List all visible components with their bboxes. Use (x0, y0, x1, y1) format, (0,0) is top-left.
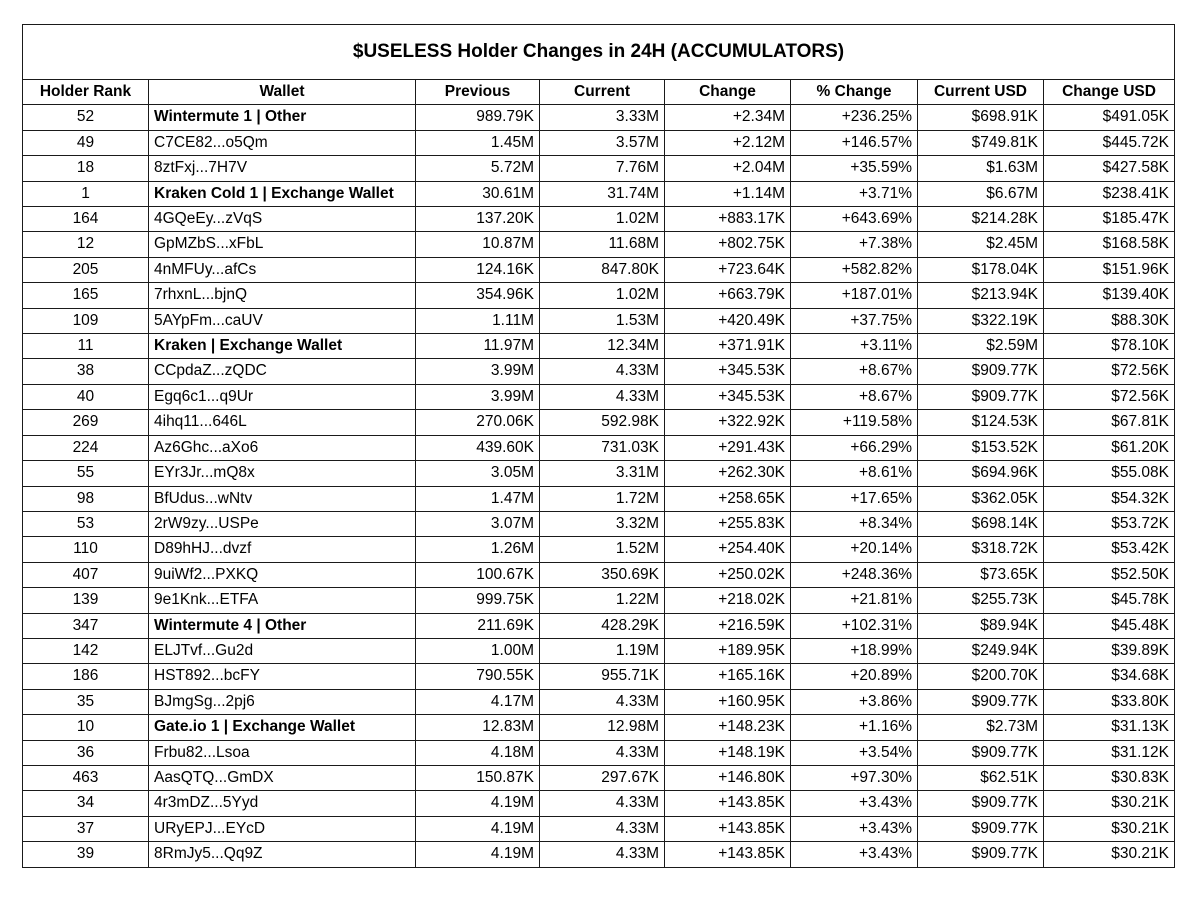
current-cell: 1.02M (540, 283, 665, 308)
holder-rank-cell: 53 (23, 511, 149, 536)
percent-change-cell: +3.86% (791, 689, 918, 714)
column-header-current: Current (540, 80, 665, 105)
change-usd-cell: $53.42K (1044, 537, 1175, 562)
current-usd-cell: $909.77K (918, 791, 1044, 816)
current-usd-cell: $322.19K (918, 308, 1044, 333)
percent-change-cell: +8.61% (791, 461, 918, 486)
change-cell: +258.65K (665, 486, 791, 511)
previous-cell: 999.75K (416, 588, 540, 613)
holder-rank-cell: 36 (23, 740, 149, 765)
current-cell: 7.76M (540, 156, 665, 181)
previous-cell: 4.17M (416, 689, 540, 714)
holder-rank-cell: 34 (23, 791, 149, 816)
previous-cell: 11.97M (416, 334, 540, 359)
current-usd-cell: $909.77K (918, 384, 1044, 409)
holder-rank-cell: 10 (23, 715, 149, 740)
previous-cell: 1.26M (416, 537, 540, 562)
previous-cell: 150.87K (416, 765, 540, 790)
current-cell: 3.32M (540, 511, 665, 536)
current-cell: 592.98K (540, 410, 665, 435)
change-usd-cell: $185.47K (1044, 207, 1175, 232)
change-usd-cell: $52.50K (1044, 562, 1175, 587)
change-usd-cell: $33.80K (1044, 689, 1175, 714)
change-usd-cell: $30.21K (1044, 791, 1175, 816)
percent-change-cell: +146.57% (791, 130, 918, 155)
table-row (23, 384, 1175, 409)
change-usd-cell: $30.21K (1044, 842, 1175, 867)
wallet-cell: Kraken Cold 1 | Exchange Wallet (149, 181, 416, 206)
column-header-current-usd: Current USD (918, 80, 1044, 105)
change-cell: +322.92K (665, 410, 791, 435)
table-row (23, 410, 1175, 435)
change-cell: +189.95K (665, 638, 791, 663)
current-cell: 4.33M (540, 384, 665, 409)
previous-cell: 4.19M (416, 791, 540, 816)
table-row (23, 257, 1175, 282)
holder-rank-cell: 110 (23, 537, 149, 562)
wallet-cell: 4nMFUy...afCs (149, 257, 416, 282)
current-cell: 12.34M (540, 334, 665, 359)
change-cell: +1.14M (665, 181, 791, 206)
previous-cell: 12.83M (416, 715, 540, 740)
holder-rank-cell: 109 (23, 308, 149, 333)
percent-change-cell: +97.30% (791, 765, 918, 790)
current-cell: 3.57M (540, 130, 665, 155)
holder-rank-cell: 11 (23, 334, 149, 359)
change-usd-cell: $78.10K (1044, 334, 1175, 359)
current-usd-cell: $909.77K (918, 842, 1044, 867)
change-usd-cell: $30.83K (1044, 765, 1175, 790)
current-usd-cell: $73.65K (918, 562, 1044, 587)
previous-cell: 4.18M (416, 740, 540, 765)
holder-rank-cell: 98 (23, 486, 149, 511)
previous-cell: 3.05M (416, 461, 540, 486)
previous-cell: 4.19M (416, 816, 540, 841)
wallet-cell: 8ztFxj...7H7V (149, 156, 416, 181)
table-row (23, 588, 1175, 613)
previous-cell: 211.69K (416, 613, 540, 638)
change-usd-cell: $31.13K (1044, 715, 1175, 740)
holder-rank-cell: 38 (23, 359, 149, 384)
change-cell: +160.95K (665, 689, 791, 714)
table-row (23, 308, 1175, 333)
wallet-cell: EYr3Jr...mQ8x (149, 461, 416, 486)
previous-cell: 100.67K (416, 562, 540, 587)
holder-rank-cell: 55 (23, 461, 149, 486)
holder-rank-cell: 39 (23, 842, 149, 867)
change-usd-cell: $31.12K (1044, 740, 1175, 765)
current-cell: 297.67K (540, 765, 665, 790)
change-usd-cell: $491.05K (1044, 105, 1175, 130)
change-usd-cell: $238.41K (1044, 181, 1175, 206)
current-usd-cell: $153.52K (918, 435, 1044, 460)
percent-change-cell: +119.58% (791, 410, 918, 435)
current-cell: 1.22M (540, 588, 665, 613)
holder-rank-cell: 35 (23, 689, 149, 714)
percent-change-cell: +7.38% (791, 232, 918, 257)
change-usd-cell: $88.30K (1044, 308, 1175, 333)
percent-change-cell: +35.59% (791, 156, 918, 181)
previous-cell: 989.79K (416, 105, 540, 130)
change-usd-cell: $151.96K (1044, 257, 1175, 282)
percent-change-cell: +3.11% (791, 334, 918, 359)
wallet-cell: D89hHJ...dvzf (149, 537, 416, 562)
percent-change-cell: +18.99% (791, 638, 918, 663)
change-usd-cell: $168.58K (1044, 232, 1175, 257)
percent-change-cell: +187.01% (791, 283, 918, 308)
current-cell: 1.52M (540, 537, 665, 562)
current-usd-cell: $749.81K (918, 130, 1044, 155)
table-row (23, 816, 1175, 841)
wallet-cell: Egq6c1...q9Ur (149, 384, 416, 409)
wallet-cell: AasQTQ...GmDX (149, 765, 416, 790)
holder-rank-cell: 139 (23, 588, 149, 613)
change-cell: +165.16K (665, 664, 791, 689)
table-row (23, 232, 1175, 257)
previous-cell: 137.20K (416, 207, 540, 232)
current-usd-cell: $909.77K (918, 740, 1044, 765)
wallet-cell: BJmgSg...2pj6 (149, 689, 416, 714)
percent-change-cell: +20.14% (791, 537, 918, 562)
table-row (23, 562, 1175, 587)
previous-cell: 3.99M (416, 384, 540, 409)
current-usd-cell: $62.51K (918, 765, 1044, 790)
percent-change-cell: +21.81% (791, 588, 918, 613)
current-usd-cell: $2.73M (918, 715, 1044, 740)
wallet-cell: 7rhxnL...bjnQ (149, 283, 416, 308)
wallet-cell: 4ihq11...646L (149, 410, 416, 435)
change-cell: +218.02K (665, 588, 791, 613)
wallet-cell: 4r3mDZ...5Yyd (149, 791, 416, 816)
current-cell: 4.33M (540, 842, 665, 867)
change-usd-cell: $30.21K (1044, 816, 1175, 841)
table-row (23, 613, 1175, 638)
table-row (23, 359, 1175, 384)
table-row (23, 461, 1175, 486)
previous-cell: 270.06K (416, 410, 540, 435)
change-cell: +216.59K (665, 613, 791, 638)
wallet-cell: CCpdaZ...zQDC (149, 359, 416, 384)
change-usd-cell: $61.20K (1044, 435, 1175, 460)
wallet-cell: Wintermute 4 | Other (149, 613, 416, 638)
percent-change-cell: +8.67% (791, 359, 918, 384)
table-row (23, 156, 1175, 181)
current-cell: 3.33M (540, 105, 665, 130)
percent-change-cell: +3.43% (791, 791, 918, 816)
change-usd-cell: $34.68K (1044, 664, 1175, 689)
holder-rank-cell: 37 (23, 816, 149, 841)
holder-changes-sheet (22, 24, 1174, 868)
change-cell: +143.85K (665, 791, 791, 816)
table-row (23, 207, 1175, 232)
column-header-change: Change (665, 80, 791, 105)
current-cell: 4.33M (540, 359, 665, 384)
current-cell: 1.53M (540, 308, 665, 333)
wallet-cell: C7CE82...o5Qm (149, 130, 416, 155)
table-body (23, 105, 1175, 867)
column-header-wallet: Wallet (149, 80, 416, 105)
percent-change-cell: +102.31% (791, 613, 918, 638)
change-usd-cell: $55.08K (1044, 461, 1175, 486)
change-usd-cell: $67.81K (1044, 410, 1175, 435)
wallet-cell: Wintermute 1 | Other (149, 105, 416, 130)
wallet-cell: 9uiWf2...PXKQ (149, 562, 416, 587)
wallet-cell: 2rW9zy...USPe (149, 511, 416, 536)
previous-cell: 790.55K (416, 664, 540, 689)
change-cell: +883.17K (665, 207, 791, 232)
current-cell: 4.33M (540, 816, 665, 841)
table-row (23, 689, 1175, 714)
current-usd-cell: $362.05K (918, 486, 1044, 511)
current-cell: 350.69K (540, 562, 665, 587)
change-cell: +254.40K (665, 537, 791, 562)
current-usd-cell: $255.73K (918, 588, 1044, 613)
wallet-cell: GpMZbS...xFbL (149, 232, 416, 257)
previous-cell: 5.72M (416, 156, 540, 181)
current-usd-cell: $694.96K (918, 461, 1044, 486)
current-usd-cell: $6.67M (918, 181, 1044, 206)
table-row (23, 334, 1175, 359)
change-cell: +143.85K (665, 816, 791, 841)
percent-change-cell: +248.36% (791, 562, 918, 587)
change-usd-cell: $45.78K (1044, 588, 1175, 613)
holder-rank-cell: 407 (23, 562, 149, 587)
change-usd-cell: $45.48K (1044, 613, 1175, 638)
current-usd-cell: $2.59M (918, 334, 1044, 359)
percent-change-cell: +66.29% (791, 435, 918, 460)
change-cell: +345.53K (665, 384, 791, 409)
current-usd-cell: $909.77K (918, 359, 1044, 384)
wallet-cell: Kraken | Exchange Wallet (149, 334, 416, 359)
holder-rank-cell: 52 (23, 105, 149, 130)
holder-rank-cell: 142 (23, 638, 149, 663)
change-cell: +371.91K (665, 334, 791, 359)
column-header-previous: Previous (416, 80, 540, 105)
previous-cell: 4.19M (416, 842, 540, 867)
wallet-cell: HST892...bcFY (149, 664, 416, 689)
holder-rank-cell: 205 (23, 257, 149, 282)
percent-change-cell: +3.54% (791, 740, 918, 765)
current-cell: 731.03K (540, 435, 665, 460)
holder-rank-cell: 12 (23, 232, 149, 257)
previous-cell: 3.07M (416, 511, 540, 536)
current-cell: 31.74M (540, 181, 665, 206)
previous-cell: 1.47M (416, 486, 540, 511)
table-row (23, 283, 1175, 308)
column-header-change-usd: Change USD (1044, 80, 1175, 105)
current-usd-cell: $213.94K (918, 283, 1044, 308)
table-row (23, 740, 1175, 765)
wallet-cell: URyEPJ...EYcD (149, 816, 416, 841)
current-cell: 12.98M (540, 715, 665, 740)
previous-cell: 124.16K (416, 257, 540, 282)
current-usd-cell: $698.91K (918, 105, 1044, 130)
header-row (23, 80, 1175, 105)
current-usd-cell: $318.72K (918, 537, 1044, 562)
current-cell: 428.29K (540, 613, 665, 638)
holder-rank-cell: 347 (23, 613, 149, 638)
current-cell: 1.02M (540, 207, 665, 232)
column-header-percent-change: % Change (791, 80, 918, 105)
change-usd-cell: $39.89K (1044, 638, 1175, 663)
previous-cell: 1.00M (416, 638, 540, 663)
change-usd-cell: $54.32K (1044, 486, 1175, 511)
current-usd-cell: $200.70K (918, 664, 1044, 689)
current-usd-cell: $909.77K (918, 689, 1044, 714)
change-cell: +262.30K (665, 461, 791, 486)
current-usd-cell: $2.45M (918, 232, 1044, 257)
table-row (23, 715, 1175, 740)
change-usd-cell: $139.40K (1044, 283, 1175, 308)
change-cell: +663.79K (665, 283, 791, 308)
current-usd-cell: $178.04K (918, 257, 1044, 282)
percent-change-cell: +37.75% (791, 308, 918, 333)
change-usd-cell: $72.56K (1044, 384, 1175, 409)
previous-cell: 1.11M (416, 308, 540, 333)
change-cell: +723.64K (665, 257, 791, 282)
change-cell: +2.12M (665, 130, 791, 155)
wallet-cell: Gate.io 1 | Exchange Wallet (149, 715, 416, 740)
change-cell: +148.19K (665, 740, 791, 765)
current-usd-cell: $1.63M (918, 156, 1044, 181)
previous-cell: 354.96K (416, 283, 540, 308)
change-cell: +148.23K (665, 715, 791, 740)
current-cell: 4.33M (540, 689, 665, 714)
current-usd-cell: $249.94K (918, 638, 1044, 663)
column-header-holder-rank: Holder Rank (23, 80, 149, 105)
percent-change-cell: +17.65% (791, 486, 918, 511)
holder-rank-cell: 463 (23, 765, 149, 790)
previous-cell: 30.61M (416, 181, 540, 206)
percent-change-cell: +236.25% (791, 105, 918, 130)
change-usd-cell: $445.72K (1044, 130, 1175, 155)
change-cell: +250.02K (665, 562, 791, 587)
holder-rank-cell: 164 (23, 207, 149, 232)
holder-rank-cell: 40 (23, 384, 149, 409)
change-cell: +345.53K (665, 359, 791, 384)
table-row (23, 765, 1175, 790)
table-row (23, 791, 1175, 816)
current-cell: 4.33M (540, 740, 665, 765)
current-cell: 1.19M (540, 638, 665, 663)
table-row (23, 130, 1175, 155)
holder-rank-cell: 186 (23, 664, 149, 689)
change-cell: +146.80K (665, 765, 791, 790)
table-row (23, 181, 1175, 206)
percent-change-cell: +1.16% (791, 715, 918, 740)
current-usd-cell: $698.14K (918, 511, 1044, 536)
percent-change-cell: +3.43% (791, 816, 918, 841)
change-usd-cell: $427.58K (1044, 156, 1175, 181)
change-cell: +2.34M (665, 105, 791, 130)
current-usd-cell: $214.28K (918, 207, 1044, 232)
change-usd-cell: $72.56K (1044, 359, 1175, 384)
current-cell: 847.80K (540, 257, 665, 282)
percent-change-cell: +20.89% (791, 664, 918, 689)
previous-cell: 1.45M (416, 130, 540, 155)
percent-change-cell: +3.71% (791, 181, 918, 206)
holder-rank-cell: 165 (23, 283, 149, 308)
table-row (23, 842, 1175, 867)
percent-change-cell: +3.43% (791, 842, 918, 867)
current-cell: 3.31M (540, 461, 665, 486)
current-usd-cell: $909.77K (918, 816, 1044, 841)
wallet-cell: BfUdus...wNtv (149, 486, 416, 511)
percent-change-cell: +643.69% (791, 207, 918, 232)
current-usd-cell: $89.94K (918, 613, 1044, 638)
current-cell: 4.33M (540, 791, 665, 816)
wallet-cell: ELJTvf...Gu2d (149, 638, 416, 663)
previous-cell: 439.60K (416, 435, 540, 460)
change-cell: +291.43K (665, 435, 791, 460)
holder-rank-cell: 1 (23, 181, 149, 206)
change-cell: +420.49K (665, 308, 791, 333)
wallet-cell: 8RmJy5...Qq9Z (149, 842, 416, 867)
percent-change-cell: +8.67% (791, 384, 918, 409)
table-row (23, 435, 1175, 460)
table-row (23, 486, 1175, 511)
change-cell: +802.75K (665, 232, 791, 257)
holder-rank-cell: 49 (23, 130, 149, 155)
holder-rank-cell: 224 (23, 435, 149, 460)
table-row (23, 664, 1175, 689)
change-cell: +2.04M (665, 156, 791, 181)
current-cell: 955.71K (540, 664, 665, 689)
holder-rank-cell: 18 (23, 156, 149, 181)
wallet-cell: 5AYpFm...caUV (149, 308, 416, 333)
wallet-cell: 4GQeEy...zVqS (149, 207, 416, 232)
current-cell: 1.72M (540, 486, 665, 511)
previous-cell: 10.87M (416, 232, 540, 257)
percent-change-cell: +8.34% (791, 511, 918, 536)
current-cell: 11.68M (540, 232, 665, 257)
previous-cell: 3.99M (416, 359, 540, 384)
table-title: $USELESS Holder Changes in 24H (ACCUMULATORS) (23, 25, 1175, 80)
wallet-cell: 9e1Knk...ETFA (149, 588, 416, 613)
table-row (23, 105, 1175, 130)
table-row (23, 638, 1175, 663)
percent-change-cell: +582.82% (791, 257, 918, 282)
change-usd-cell: $53.72K (1044, 511, 1175, 536)
table-row (23, 511, 1175, 536)
holder-rank-cell: 269 (23, 410, 149, 435)
current-usd-cell: $124.53K (918, 410, 1044, 435)
change-cell: +255.83K (665, 511, 791, 536)
wallet-cell: Az6Ghc...aXo6 (149, 435, 416, 460)
wallet-cell: Frbu82...Lsoa (149, 740, 416, 765)
holder-changes-table (22, 24, 1175, 868)
table-row (23, 537, 1175, 562)
change-cell: +143.85K (665, 842, 791, 867)
